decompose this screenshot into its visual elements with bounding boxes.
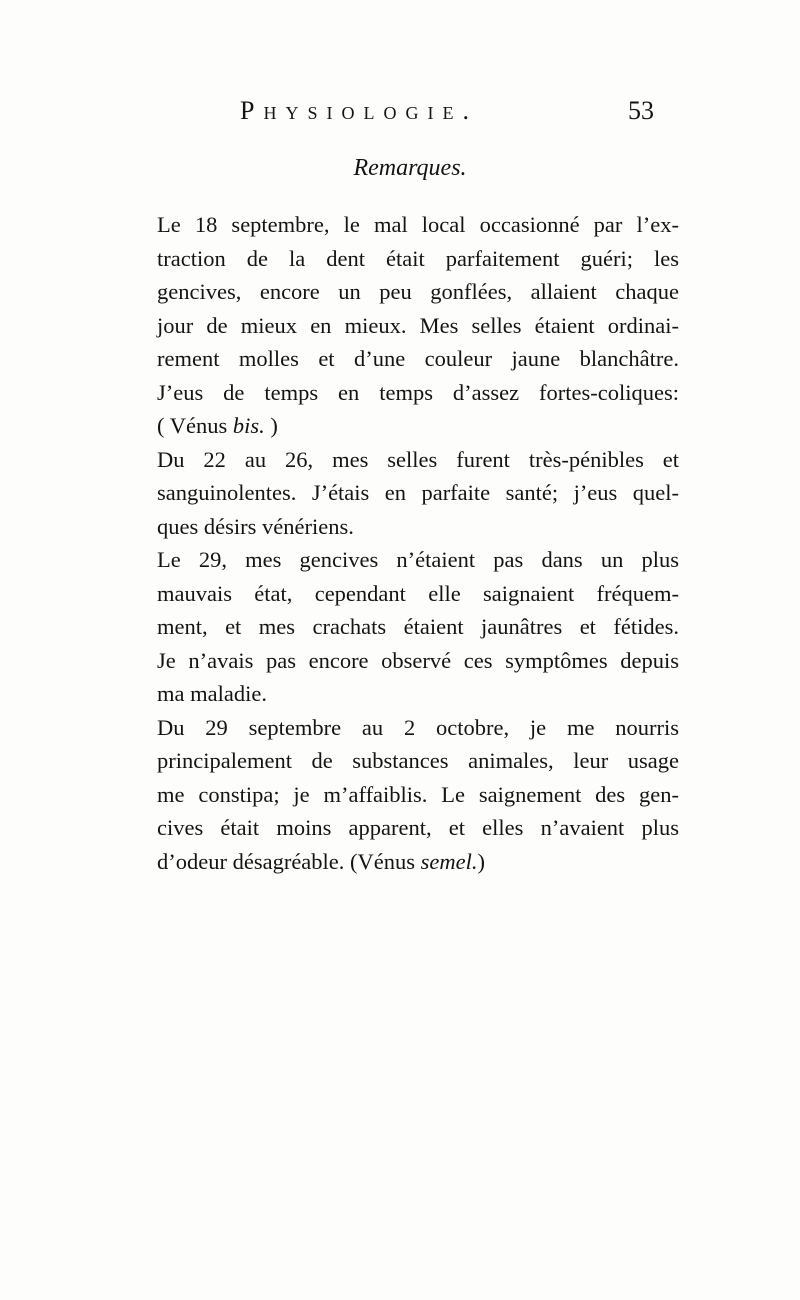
text-line: J’eus de temps en temps d’assez fortes-coliques:	[157, 379, 679, 405]
body-text	[127, 208, 679, 878]
text-line	[127, 845, 679, 879]
text-fragment: d’odeur désagréable. (Vénus	[157, 848, 421, 874]
text-fragment: )	[477, 848, 485, 874]
text-line: Je n’avais pas encore observé ces symptômes depuis	[157, 647, 679, 673]
paragraph-4	[127, 711, 679, 879]
text-line: Le 29, mes gencives n’étaient pas dans un plus	[157, 547, 679, 572]
text-line: jour de mieux en mieux. Mes selles étaient ordinai-	[157, 312, 679, 338]
text-fragment: ( Vénus	[157, 413, 233, 438]
text-line: mauvais état, cependant elle saignaient fréquem-	[157, 580, 679, 606]
text-line: sanguinolentes. J’étais en parfaite santé; j’eus quel-	[157, 480, 679, 505]
text-line: traction de la dent était parfaitement guéri; les	[157, 245, 679, 271]
text-line: gencives, encore un peu gonflées, allaient chaque	[157, 279, 679, 304]
text-line: cives était moins apparent, et elles n’avaient plus	[157, 815, 679, 840]
text-line	[127, 409, 679, 443]
page-number: 53	[628, 96, 654, 125]
paragraph-2	[127, 443, 679, 544]
text-line: principalement de substances animales, leur usage	[157, 748, 679, 773]
paragraph-3	[127, 543, 679, 711]
italic-note: bis.	[232, 413, 265, 438]
italic-note: semel.	[420, 848, 478, 874]
text-fragment: )	[264, 413, 278, 438]
section-title: Remarques.	[353, 155, 467, 181]
text-line: Du 29 septembre au 2 octobre, je me nourris	[157, 714, 679, 740]
text-line: ment, et mes crachats étaient jaunâtres et fétides.	[157, 614, 679, 639]
text-line: Du 22 au 26, mes selles furent très-pénibles et	[157, 446, 679, 472]
text-line: ma maladie.	[157, 681, 267, 706]
running-head: Physiologie.	[240, 96, 478, 125]
text-line: me constipa; je m’affaiblis. Le saignement des gen-	[157, 781, 679, 807]
text-line: rement molles et d’une couleur jaune blanchâtre.	[157, 346, 679, 371]
text-line: ques désirs vénériens.	[157, 513, 354, 539]
paragraph-1	[127, 208, 679, 443]
text-line: Le 18 septembre, le mal local occasionné par l’ex-	[157, 212, 679, 237]
